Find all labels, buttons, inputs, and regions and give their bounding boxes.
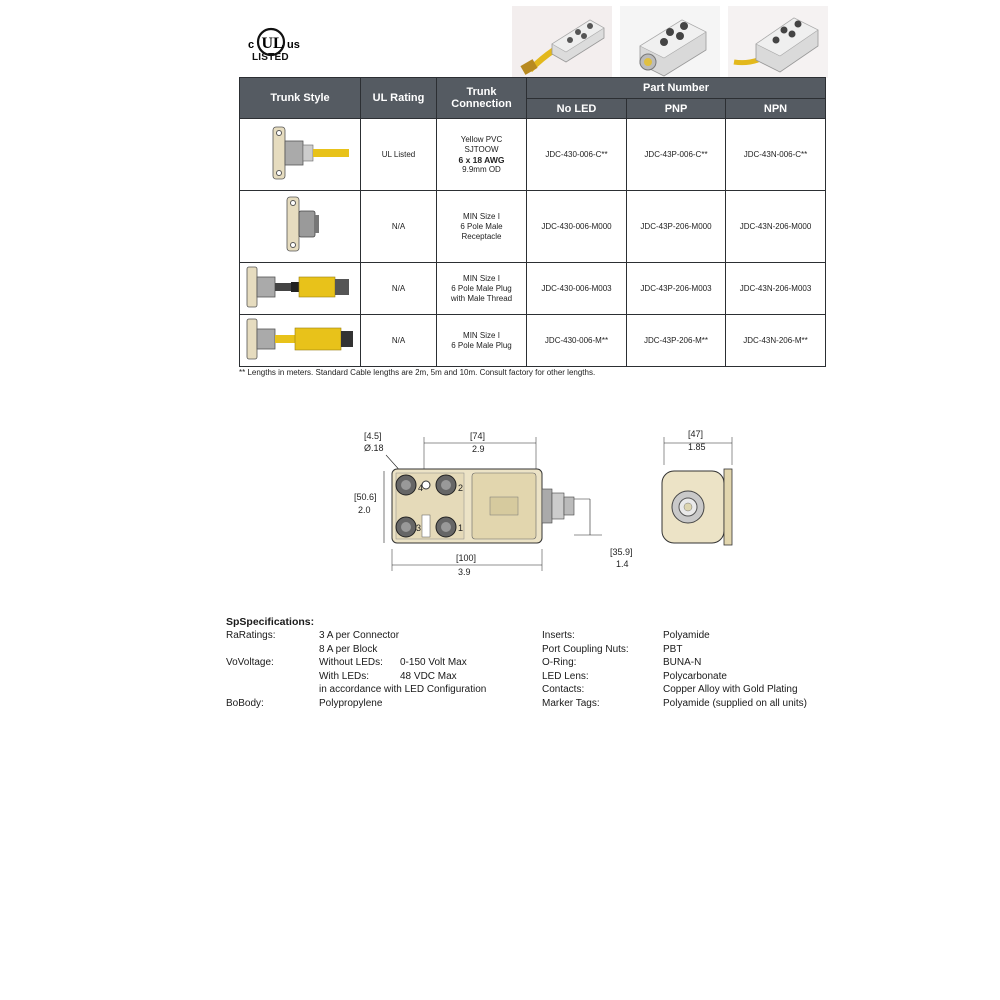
part-number-no-led: JDC-430-006-C** [527,119,627,191]
part-number-npn: JDC-43N-206-M003 [726,263,826,315]
spec-label-marker-tags: Marker Tags: [542,697,600,709]
connection-line: SJTOOW [464,144,499,154]
trunk-connection-cell [437,191,527,263]
specifications-title: SpSpecifications: [226,616,315,628]
ul-rating-cell: N/A [361,315,437,367]
dim-hole-in: Ø.18 [364,443,384,453]
spec-voltage-without-leds-value: 0-150 Volt Max [400,657,467,668]
dim-pitch-mm: [74] [470,431,486,441]
table-row [240,119,826,191]
dim-length-mm: [100] [456,553,477,563]
part-number-pnp: JDC-43P-206-M** [627,315,726,367]
ul-c-letter: c [248,39,255,51]
trunk-connection-cell [437,263,527,315]
dim-length-in: 3.9 [458,567,471,577]
spec-label-ratings: RaRatings: [226,630,276,641]
hero-image-connector-with-cable-angled [728,6,828,78]
spec-label-coupling-nuts: Port Coupling Nuts: [542,643,629,655]
trunk-style-image-cable [240,119,361,191]
header-trunk-connection: Trunk Connection [437,78,527,119]
header-npn: NPN [726,99,826,119]
spec-value-o-ring: BUNA-N [663,657,702,668]
spec-voltage-with-leds-value: 48 VDC Max [400,670,457,682]
port-number-2: 2 [458,483,464,493]
part-number-pnp: JDC-43P-206-M003 [627,263,726,315]
spec-label-voltage: VoVoltage: [226,657,274,668]
spec-voltage-with-leds: With LEDs: [319,670,370,682]
ul-rating-cell: UL Listed [361,119,437,191]
hero-image-connector-with-cable [512,6,612,78]
dim-depth-in: 1.85 [688,442,706,452]
spec-value-ratings-1: 3 A per Connector [319,630,400,641]
spec-value-contacts: Copper Alloy with Gold Plating [663,684,798,695]
connection-line: 6 x 18 AWG [458,154,505,165]
table-row [240,263,826,315]
dim-depth-mm: [47] [688,429,704,439]
ul-rating-cell: N/A [361,191,437,263]
part-number-npn: JDC-43N-206-M** [726,315,826,367]
spec-value-marker-tags: Polyamide (supplied on all units) [663,697,807,709]
connection-line: MIN Size I [463,273,500,283]
dim-height-in: 2.0 [358,505,371,515]
spec-label-led-lens: LED Lens: [542,670,589,682]
hero-image-connector-receptacle [620,6,720,78]
table-row [240,315,826,367]
part-number-npn: JDC-43N-006-C** [726,119,826,191]
table-row [240,191,826,263]
header-no-led: No LED [527,99,627,119]
cable-length-footnote: ** Lengths in meters. Standard Cable lengths are 2m, 5m and 10m. Consult factory for other lengths. [239,368,596,377]
spec-label-o-ring: O-Ring: [542,657,577,668]
trunk-style-image-receptacle [240,191,361,263]
spec-voltage-without-leds: Without LEDs: [319,657,383,668]
part-number-table [239,77,826,367]
header-part-number: Part Number [527,78,826,99]
ul-rating-cell: N/A [361,263,437,315]
connection-line: 9.9mm OD [462,164,501,174]
trunk-style-image-male-plug [240,315,361,367]
connection-line: with Male Thread [450,293,513,303]
header-trunk-style: Trunk Style [240,78,361,119]
spec-voltage-note: in accordance with LED Configuration [319,684,487,695]
connection-line: 6 Pole Male Plug [451,340,512,350]
part-number-no-led: JDC-430-006-M003 [527,263,627,315]
connection-line: MIN Size I [463,211,500,221]
part-number-pnp: JDC-43P-006-C** [627,119,726,191]
port-number-1: 1 [458,523,464,533]
connection-line: Receptacle [461,231,502,241]
dim-offset-in: 1.4 [616,559,629,569]
connection-line: 6 Pole Male Plug [451,283,512,293]
dim-height-mm: [50.6] [354,492,377,502]
part-number-npn: JDC-43N-206-M000 [726,191,826,263]
dim-pitch-in: 2.9 [472,444,485,454]
port-number-3: 3 [416,523,422,533]
spec-label-contacts: Contacts: [542,684,585,695]
spec-label-body: BoBody: [226,697,264,709]
header-ul-rating: UL Rating [361,78,437,119]
dim-hole-mm: [4.5] [364,431,382,441]
ul-us-letters: us [287,39,300,51]
trunk-connection-cell [437,315,527,367]
dim-offset-mm: [35.9] [610,547,633,557]
spec-value-inserts: Polyamide [663,630,710,641]
part-number-pnp: JDC-43P-206-M000 [627,191,726,263]
connection-line: MIN Size I [463,330,500,340]
header-pnp: PNP [627,99,726,119]
dimension-drawing [340,425,760,585]
specifications-section [226,616,826,709]
spec-value-coupling-nuts: PBT [663,643,683,655]
part-number-no-led: JDC-430-006-M000 [527,191,627,263]
port-number-4: 4 [418,483,424,493]
trunk-style-image-male-thread [240,263,361,315]
spec-value-body: Polypropylene [319,697,383,709]
spec-label-inserts: Inserts: [542,630,575,641]
connection-line: Yellow PVC [460,134,503,144]
spec-value-led-lens: Polycarbonate [663,670,727,682]
part-number-no-led: JDC-430-006-M** [527,315,627,367]
ul-listed-label: LISTED [252,52,289,63]
ul-mark: UL [261,35,284,52]
trunk-connection-cell [437,119,527,191]
connection-line: 6 Pole Male [460,221,503,231]
spec-value-ratings-2: 8 A per Block [319,643,378,655]
